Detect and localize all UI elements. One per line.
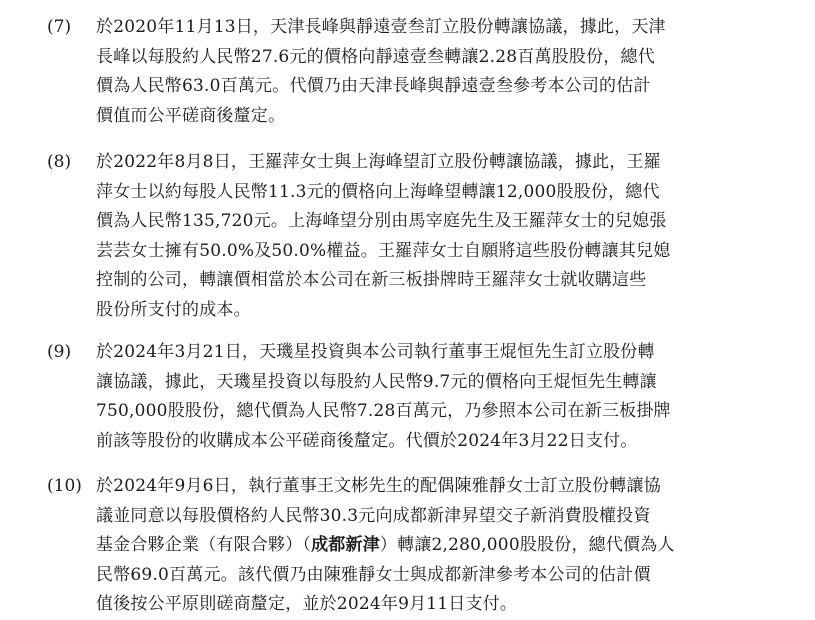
item-paragraph: [96, 338, 716, 456]
paragraph-line: 前該等股份的收購成本公平磋商後釐定。代價於2024年3月22日支付。: [96, 430, 638, 451]
item-number: (7): [47, 17, 72, 37]
item-paragraph: [96, 148, 716, 325]
paragraph-line-mixed: [96, 531, 716, 561]
paragraph-line: 萍女士以約每股人民幣11.3元的價格向上海峰望轉讓12,000股股份，總代: [96, 181, 660, 202]
paragraph-line: 於2020年11月13日，天津長峰與靜遠壹叁訂立股份轉讓協議，據此，天津: [96, 17, 666, 37]
paragraph-line: 於2024年9月6日，執行董事王文彬先生的配偶陳雅靜女士訂立股份轉讓協: [96, 476, 661, 496]
paragraph-line: 價為人民幣63.0百萬元。代價乃由天津長峰與靜遠壹叁參考本公司的估計: [96, 76, 651, 96]
paragraph-line: 議並同意以每股價格約人民幣30.3元向成都新津昇望交子新消費股權投資: [96, 505, 651, 526]
paragraph-line: 讓協議，據此，天璣星投資以每股約人民幣9.7元的價格向王焜恒先生轉讓: [96, 371, 657, 392]
paragraph-line: 民幣69.0百萬元。該代價乃由陳雅靜女士與成都新津參考本公司的估計價: [96, 564, 651, 585]
paragraph-line: 控制的公司，轉讓價相當於本公司在新三板掛牌時王羅萍女士就收購這些: [96, 270, 647, 290]
item-number: (8): [47, 152, 72, 172]
defined-term: 成都新津: [311, 535, 380, 555]
paragraph-line: 長峰以每股約人民幣27.6元的價格向靜遠壹叁轉讓2.28百萬股股份，總代: [96, 46, 655, 67]
paragraph-line: 價為人民幣135,720元。上海峰望分別由馬宰庭先生及王羅萍女士的兒媳張: [96, 211, 667, 231]
paragraph-line: 股份所支付的成本。: [96, 299, 251, 320]
paragraph-line: 芸芸女士擁有50.0%及50.0%權益。王羅萍女士自願將這些股份轉讓其兒媳: [96, 240, 671, 261]
item-number: (9): [47, 342, 72, 362]
paragraph-line: 價值而公平磋商後釐定。: [96, 105, 286, 126]
paragraph-line: 值後按公平原則磋商釐定，並於2024年9月11日支付。: [96, 594, 518, 614]
paragraph-line: 於2024年3月21日，天璣星投資與本公司執行董事王焜恒先生訂立股份轉: [96, 342, 655, 362]
item-paragraph: [96, 13, 716, 131]
item-paragraph: [96, 472, 716, 620]
paragraph-text: ）轉讓2,280,000股股份，總代價為人: [379, 535, 675, 555]
item-number: (10): [47, 476, 82, 496]
paragraph-line: 750,000股股份，總代價為人民幣7.28百萬元，乃參照本公司在新三板掛牌: [96, 401, 671, 421]
paragraph-text: 基金合夥企業（有限合夥）（: [96, 535, 312, 555]
paragraph-line: 於2022年8月8日，王羅萍女士與上海峰望訂立股份轉讓協議，據此，王羅: [96, 152, 661, 172]
